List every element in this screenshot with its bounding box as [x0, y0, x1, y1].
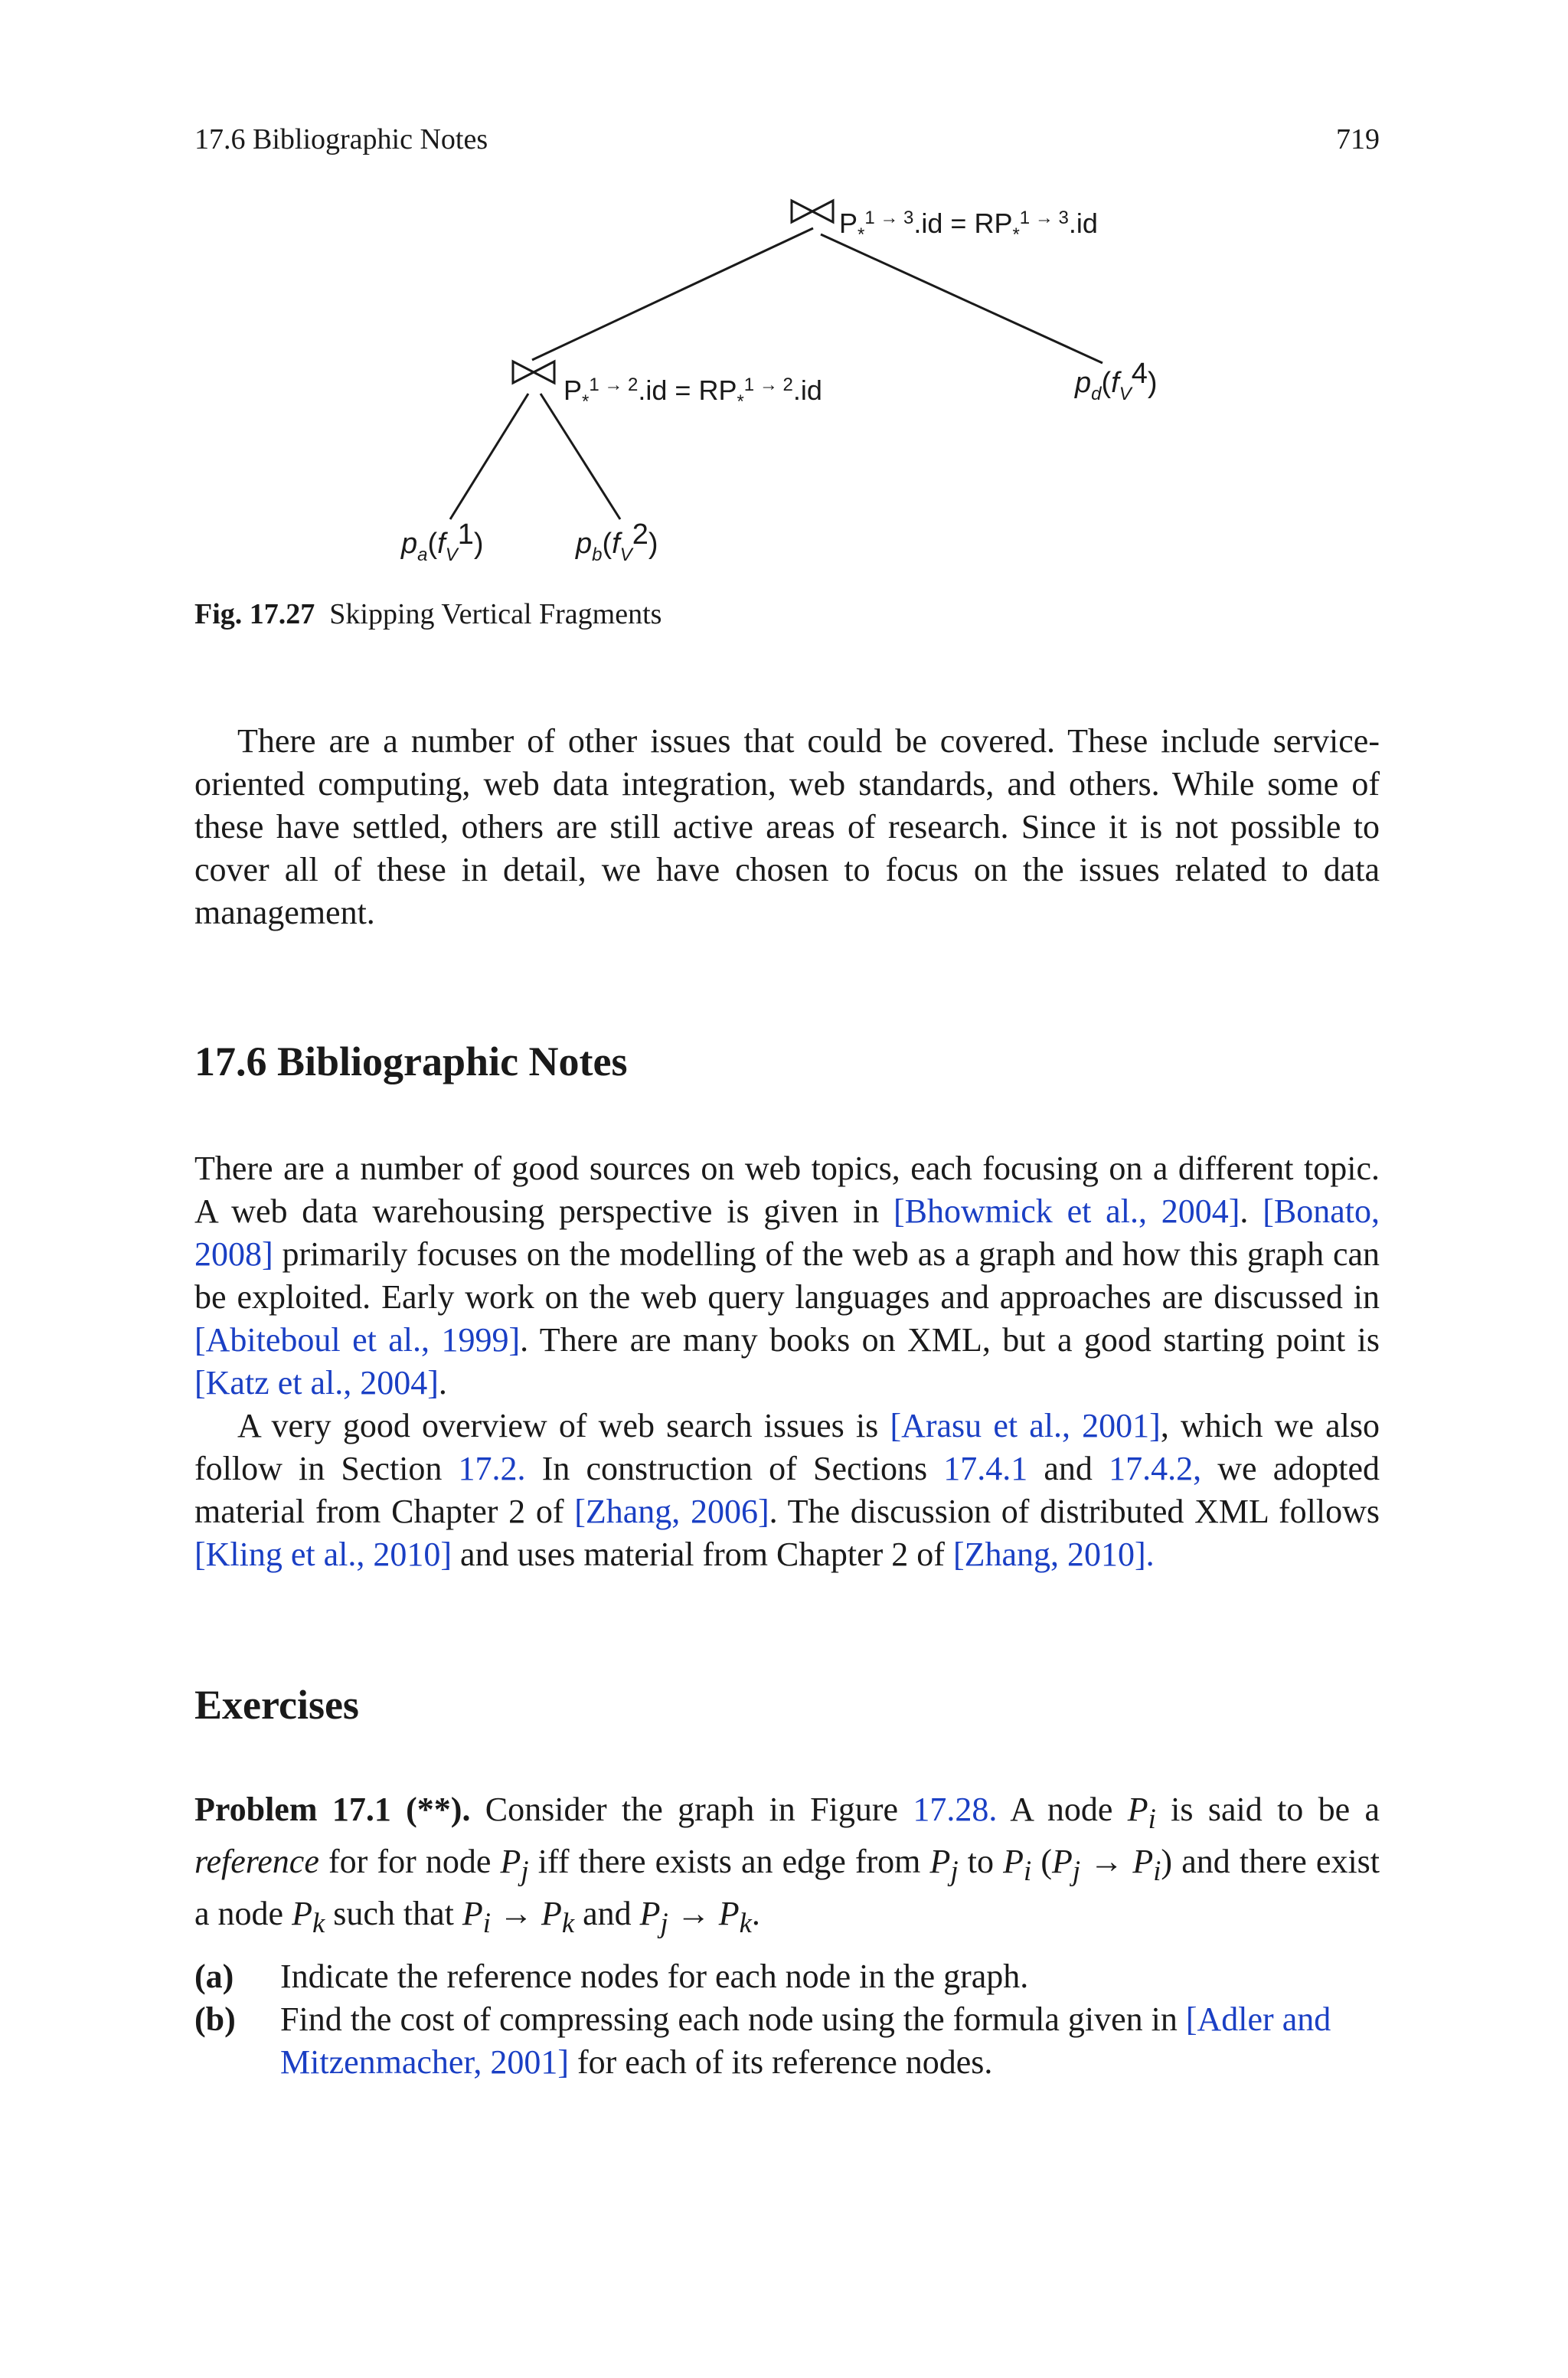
citation-link[interactable]: [Katz et al., 2004]	[194, 1364, 439, 1402]
caption-number: Fig. 17.27	[194, 598, 315, 630]
intro-text: There are a number of other issues that could be covered. These include service-oriented computing, web data integration, web standards, and others. While some of these have settled, others are still active areas of research. Since it is not possible to cover all of these in detail, we have chosen to focus on the issues related to data management.	[194, 722, 1380, 931]
leaf-pa: $p_a(f_V1)$	[401, 518, 484, 565]
item-mark: (a)	[194, 1958, 234, 1995]
section-link[interactable]: 17.2.	[458, 1450, 526, 1487]
section-heading: 17.6 Bibliographic Notes	[194, 1039, 628, 1084]
page-number: 719	[1336, 123, 1380, 155]
bib-text: In construction of Sections	[525, 1450, 944, 1487]
problem-text: .	[751, 1894, 760, 1932]
bib-text: , which we also follow in Section	[194, 1407, 1380, 1487]
top-join-label: $P_*^{1 \to 3}.id = RP_*^{1 \to 3}.id$	[839, 208, 1098, 245]
list-item	[194, 1955, 1380, 1998]
item-mark: (b)	[194, 2000, 236, 2038]
math-pk: $P_k$	[718, 1894, 752, 1938]
citation-link[interactable]: [Arasu et al., 2001]	[890, 1407, 1161, 1444]
section-link[interactable]: 17.4.1	[943, 1450, 1028, 1487]
edge-top-left	[532, 228, 813, 360]
figure-link[interactable]: 17.28.	[913, 1791, 998, 1828]
emphasis: reference	[194, 1842, 319, 1880]
caption-text: Skipping Vertical Fragments	[329, 598, 662, 630]
math-pj: $P_j$	[1052, 1842, 1081, 1886]
problem-text: to	[958, 1842, 1004, 1880]
citation-link[interactable]: [Bonato, 2008]	[194, 1192, 1380, 1273]
bib-paragraph-1	[194, 1147, 1380, 1576]
left-join-symbol	[513, 361, 554, 383]
left-join-label: $P_*^{1 \to 2}.id = RP_*^{1 \to 2}.id$	[564, 375, 822, 412]
problem-items	[194, 1955, 1380, 2084]
problem-text: Consider the graph in Figure	[470, 1791, 913, 1828]
query-plan-figure	[0, 0, 1568, 582]
problem-text: (	[1031, 1842, 1052, 1880]
item-text-part: for each of its reference nodes.	[569, 2043, 993, 2081]
edge-left-b	[541, 394, 620, 519]
citation-link[interactable]: [Zhang, 2010].	[952, 1536, 1155, 1573]
problem-text: ) and there exist a node	[194, 1842, 1380, 1932]
citation-link[interactable]: [Adler and Mitzenmacher, 2001]	[280, 2000, 1331, 2081]
math-pj: $P_j$	[929, 1842, 959, 1886]
top-join-symbol	[792, 201, 833, 222]
item-text: Indicate the reference nodes for each node in the graph.	[280, 1958, 1029, 1995]
edge-top-right	[821, 234, 1102, 363]
math-pi: $P_i$	[1132, 1842, 1161, 1886]
bib-paragraph-2	[194, 1405, 1380, 1576]
bib-text: . There are many books on XML, but a good starting point is	[520, 1321, 1380, 1359]
list-item	[194, 1998, 1380, 2084]
figure-caption	[194, 597, 662, 631]
problem-text: such that	[325, 1894, 462, 1932]
citation-link[interactable]: [Abiteboul et al., 1999]	[194, 1321, 521, 1359]
arrow-symbol: →	[1080, 1842, 1133, 1880]
bib-text: . The discussion of distributed XML follows	[769, 1493, 1380, 1530]
problem-label: Problem 17.1 (**).	[194, 1791, 471, 1828]
bib-text: and	[1027, 1450, 1109, 1487]
math-pk: $P_k$	[541, 1894, 575, 1938]
arrow-symbol: →	[490, 1894, 541, 1932]
citation-link[interactable]: [Kling et al., 2010]	[194, 1536, 452, 1573]
leaf-pd: $p_d(f_V4)$	[1075, 358, 1158, 404]
bib-text: we adopted material from Chapter 2 of	[194, 1450, 1380, 1530]
problem-text: iff there exists an edge from	[528, 1842, 930, 1880]
math-pi: $P_i$	[462, 1894, 491, 1938]
intro-paragraph	[194, 720, 1380, 934]
leaf-pb: $p_b(f_V2)$	[576, 518, 658, 565]
problem-text: for for node	[318, 1842, 501, 1880]
problem-paragraph	[194, 1788, 1380, 1944]
citation-link[interactable]: [Zhang, 2006]	[574, 1493, 769, 1530]
arrow-symbol: →	[668, 1894, 719, 1932]
exercises-heading: Exercises	[194, 1682, 359, 1728]
bib-text: and uses material from Chapter 2 of	[452, 1536, 953, 1573]
math-pi: $P_i$	[1127, 1791, 1156, 1834]
bib-text: primarily focuses on the modelling of the web as a graph and how this graph can be exploited. Early work on the web query languages and approaches are discussed in	[194, 1235, 1380, 1316]
math-pj: $P_j$	[639, 1894, 668, 1938]
bib-text: There are a number of good sources on web topics, each focusing on a different topic. A web data warehousing perspective is given in	[194, 1150, 1380, 1230]
problem-text: and	[574, 1894, 640, 1932]
edge-left-a	[450, 394, 528, 519]
bib-text: A very good overview of web search issues is	[237, 1407, 890, 1444]
item-text	[280, 1998, 1380, 2084]
citation-link[interactable]: [Bhowmick et al., 2004]	[893, 1192, 1240, 1230]
section-link[interactable]: 17.4.2,	[1109, 1450, 1202, 1487]
math-pi: $P_i$	[1003, 1842, 1032, 1886]
bib-text: .	[1240, 1192, 1263, 1230]
header-section: 17.6 Bibliographic Notes	[194, 123, 488, 155]
math-pk: $P_k$	[292, 1894, 325, 1938]
math-pj: $P_j$	[500, 1842, 529, 1886]
problem-text: A node	[997, 1791, 1128, 1828]
problem-text: is said to be a	[1155, 1791, 1380, 1828]
item-text-part: Find the cost of compressing each node using the formula given in	[280, 2000, 1186, 2038]
bib-text: .	[438, 1364, 447, 1402]
